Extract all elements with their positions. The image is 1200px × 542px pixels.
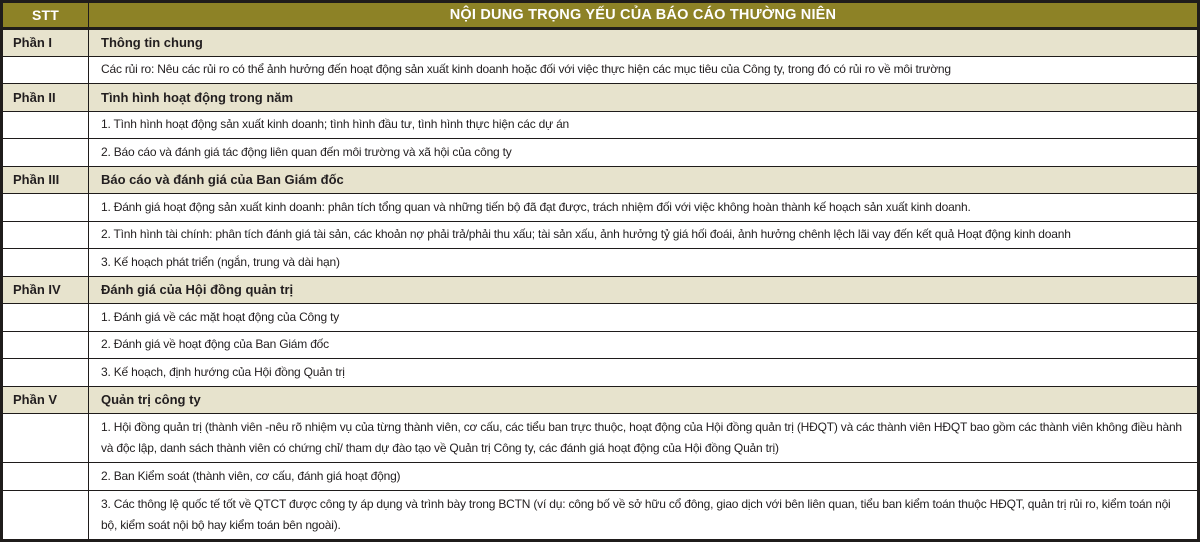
table-row-section-2 <box>2 84 1199 112</box>
row-stt-cell: Phần II <box>2 84 89 112</box>
row-content-cell: 1. Đánh giá về các mặt hoạt động của Công ty <box>89 304 1199 332</box>
table-row <box>2 490 1199 540</box>
row-stt-cell <box>2 414 89 463</box>
row-stt-cell: Phần III <box>2 166 89 194</box>
row-stt-cell: Phần V <box>2 386 89 414</box>
stt-column-header: STT <box>2 2 89 29</box>
table-row-section-1 <box>2 29 1199 57</box>
row-stt-cell <box>2 56 89 84</box>
row-stt-cell <box>2 221 89 249</box>
row-stt-cell: Phần IV <box>2 276 89 304</box>
table-row <box>2 221 1199 249</box>
content-column-header: NỘI DUNG TRỌNG YẾU CỦA BÁO CÁO THƯỜNG NIÊN <box>89 2 1199 29</box>
table-row <box>2 139 1199 167</box>
row-content-cell: 1. Đánh giá hoạt động sản xuất kinh doanh: phân tích tổng quan và những tiến bộ đã đạt được, trách nhiệm đối với việc không hoàn thành kế hoạch sản xuất kinh doanh. <box>89 194 1199 222</box>
row-content-cell: Tình hình hoạt động trong năm <box>89 84 1199 112</box>
table-row-section-4 <box>2 276 1199 304</box>
row-content-cell: 3. Kế hoạch, định hướng của Hội đồng Quản trị <box>89 359 1199 387</box>
table-row-section-5 <box>2 386 1199 414</box>
row-stt-cell <box>2 194 89 222</box>
table-row <box>2 249 1199 277</box>
row-stt-cell <box>2 331 89 359</box>
row-content-cell: Các rủi ro: Nêu các rủi ro có thể ảnh hưởng đến hoạt động sản xuất kinh doanh hoặc đối với việc thực hiện các mục tiêu của Công ty, trong đó có rủi ro về môi trường <box>89 56 1199 84</box>
row-stt-cell <box>2 490 89 540</box>
row-content-cell: 1. Hội đồng quản trị (thành viên -nêu rõ nhiệm vụ của từng thành viên, cơ cấu, các tiểu ban trực thuộc, hoạt động của Hội đồng quản trị (HĐQT) và các thành viên HĐQT bao gồm các thành viên không điều hành và độc lập, danh sách thành viên có chứng chỉ/ tham dự đào tạo về Quản trị Công ty, các đánh giá hoạt động của Hội đồng Quản trị) <box>89 414 1199 463</box>
row-stt-cell <box>2 359 89 387</box>
row-content-cell: 3. Kế hoạch phát triển (ngắn, trung và dài hạn) <box>89 249 1199 277</box>
table-row <box>2 463 1199 491</box>
row-stt-cell <box>2 249 89 277</box>
table-row <box>2 111 1199 139</box>
row-content-cell: Quản trị công ty <box>89 386 1199 414</box>
row-content-cell: 2. Báo cáo và đánh giá tác động liên quan đến môi trường và xã hội của công ty <box>89 139 1199 167</box>
table-row-section-3 <box>2 166 1199 194</box>
row-content-cell: 3. Các thông lệ quốc tế tốt về QTCT được công ty áp dụng và trình bày trong BCTN (ví dụ: công bố về sở hữu cổ đông, giao dịch với bên liên quan, tiểu ban kiểm toán thuộc HĐQT, quản trị rủi ro, kiểm toán nội bộ, kiểm soát nội bộ hay kiểm toán bên ngoài). <box>89 490 1199 540</box>
row-content-cell: Đánh giá của Hội đồng quản trị <box>89 276 1199 304</box>
table-row <box>2 194 1199 222</box>
row-stt-cell <box>2 139 89 167</box>
table-row <box>2 304 1199 332</box>
row-stt-cell <box>2 304 89 332</box>
row-content-cell: 2. Ban Kiểm soát (thành viên, cơ cấu, đánh giá hoạt động) <box>89 463 1199 491</box>
row-content-cell: Báo cáo và đánh giá của Ban Giám đốc <box>89 166 1199 194</box>
table-row <box>2 414 1199 463</box>
row-content-cell: 2. Tình hình tài chính: phân tích đánh giá tài sản, các khoản nợ phải trả/phải thu xấu; tài sản xấu, ảnh hưởng tỷ giá hối đoái, ảnh hưởng chênh lệch lãi vay đến kết quả Hoạt động kinh doanh <box>89 221 1199 249</box>
table-row <box>2 56 1199 84</box>
table-row <box>2 359 1199 387</box>
row-content-cell: 1. Tình hình hoạt động sản xuất kinh doanh; tình hình đầu tư, tình hình thực hiện các dự án <box>89 111 1199 139</box>
row-stt-cell <box>2 463 89 491</box>
table-header-row <box>2 2 1199 29</box>
row-content-cell: 2. Đánh giá về hoạt động của Ban Giám đốc <box>89 331 1199 359</box>
row-content-cell: Thông tin chung <box>89 29 1199 57</box>
row-stt-cell: Phần I <box>2 29 89 57</box>
table-row <box>2 331 1199 359</box>
row-stt-cell <box>2 111 89 139</box>
